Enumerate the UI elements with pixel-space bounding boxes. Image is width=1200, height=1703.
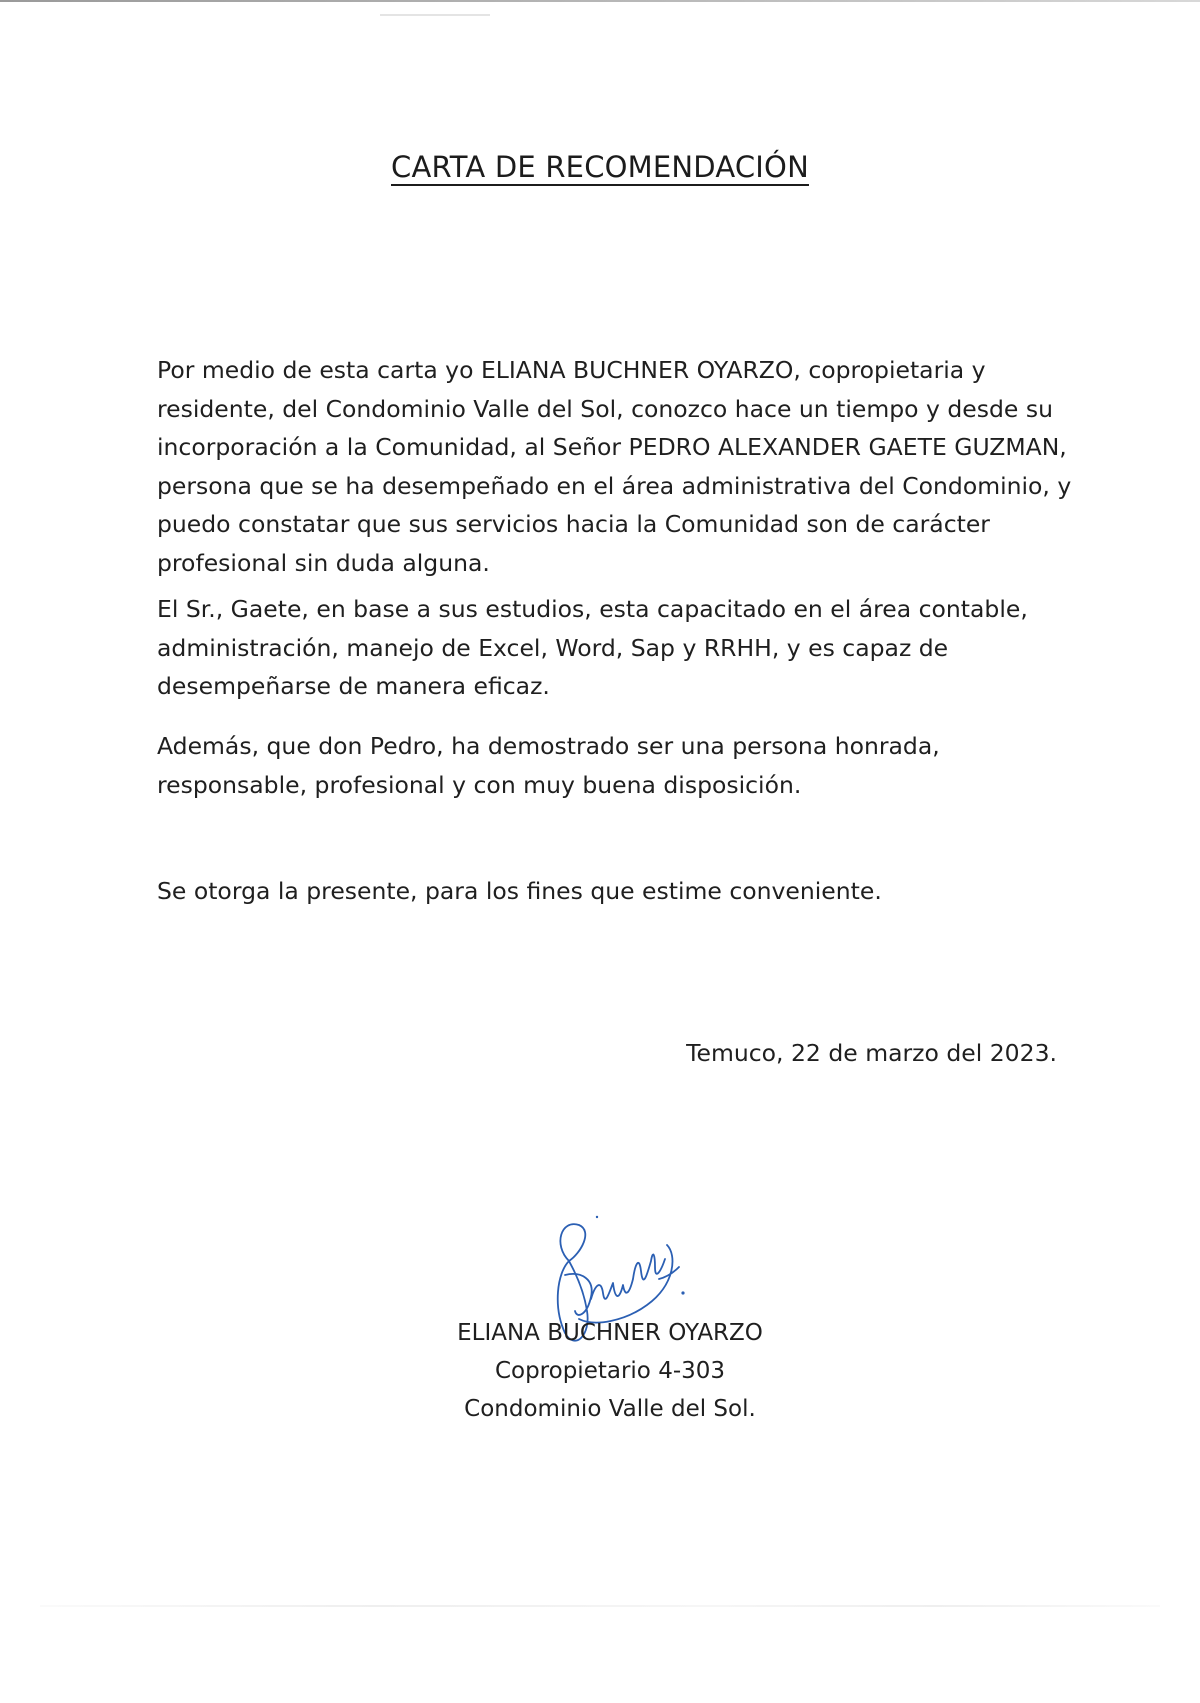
paragraph-line: Por medio de esta carta yo ELIANA BUCHNER OYARZO, copropietaria y [157, 356, 986, 384]
paragraph-closing [157, 872, 1077, 911]
letter-title-text: CARTA DE RECOMENDACIÓN [391, 150, 809, 184]
paragraph-line: desempeñarse de manera eficaz. [157, 672, 550, 700]
paragraph-line: persona que se ha desempeñado en el área administrativa del Condominio, y [157, 471, 1072, 500]
date-line: Temuco, 22 de marzo del 2023. [686, 1039, 1057, 1067]
paragraph-line: administración, manejo de Excel, Word, Sap y RRHH, y es capaz de [157, 633, 949, 662]
signatory-role: Copropietario 4-303 [494, 1358, 726, 1384]
letter-title [0, 150, 1200, 184]
paragraph-line: residente, del Condominio Valle del Sol, conozco hace un tiempo y desde su [157, 394, 1053, 423]
signatory-organization: Condominio Valle del Sol. [464, 1396, 756, 1422]
paragraph-line: Se otorga la presente, para los fines que estime conveniente. [157, 877, 882, 905]
scan-artifact [380, 14, 490, 16]
paragraph-line: El Sr., Gaete, en base a sus estudios, esta capacitado en el área contable, [157, 595, 1028, 623]
scan-edge-line [0, 0, 1200, 2]
paragraph-introduction [157, 351, 1077, 582]
signatory-name: ELIANA BUCHNER OYARZO [457, 1320, 763, 1346]
paragraph-line: profesional sin duda alguna. [157, 548, 490, 577]
paragraph-line: responsable, profesional y con muy buena disposición. [157, 770, 802, 799]
signature-block [440, 1314, 780, 1428]
paragraph-skills [157, 590, 1077, 706]
paragraph-line: puedo constatar que sus servicios hacia la Comunidad son de carácter [157, 510, 990, 538]
paragraph-character [157, 727, 1077, 804]
paragraph-line: Además, que don Pedro, ha demostrado ser una persona honrada, [157, 732, 940, 760]
scan-artifact-bottom [40, 1605, 1160, 1607]
paragraph-line: incorporación a la Comunidad, al Señor PEDRO ALEXANDER GAETE GUZMAN, [157, 433, 1067, 461]
